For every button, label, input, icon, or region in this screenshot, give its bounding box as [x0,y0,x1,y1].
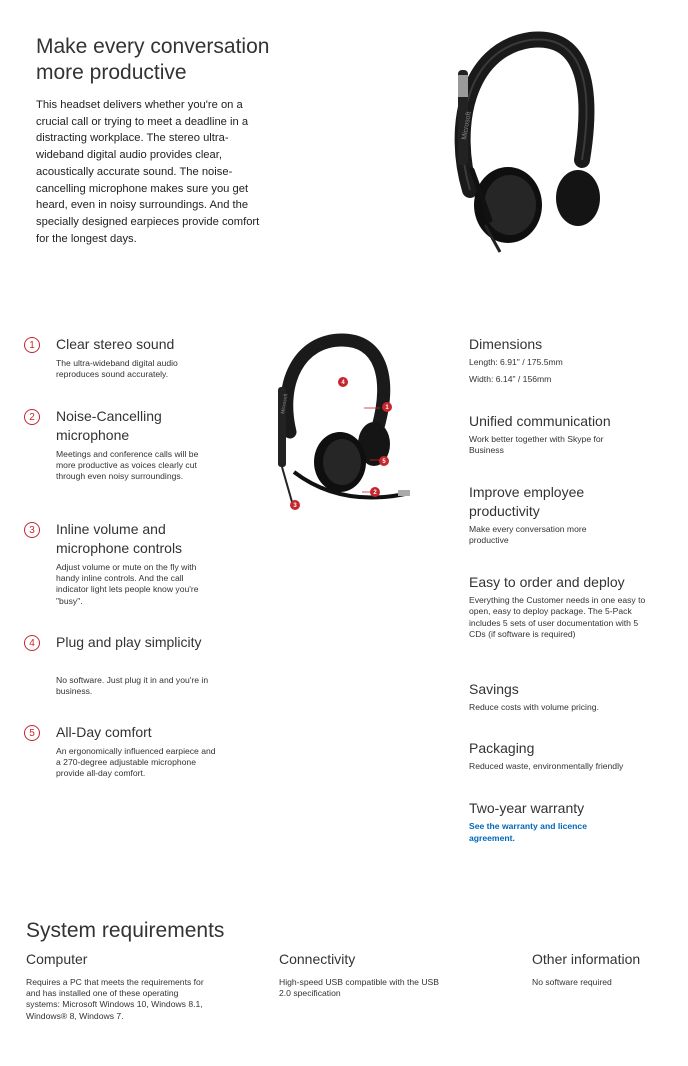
hero-description: This headset delivers whether you're on a crucial call or trying to meet a deadline in a distracting workplace. The stereo ultra-wideband digital audio provides clear, acoustically accurate sound. The noise-cancelling microphone makes sure you get heard, even in noisy surroundings. And the specially designed earpieces provide comfort for the longest days. [36,99,260,245]
hero-title: Make every conversation more productive [36,35,270,84]
system-section-title: Connectivity [279,951,356,967]
spec-title: Improve employee productivity [469,484,585,519]
spec-description: Everything the Customer needs in one easy to open, easy to deploy package. The 5-Pack includes 5 sets of user documentation with 5 CDs (if software is required) [469,595,646,639]
spec-savings [469,680,669,713]
diagram-callout-5: 5 [382,459,386,465]
spec-title: Packaging [469,740,535,756]
spec-title: Two-year warranty [469,800,585,816]
feature-number-badge: 4 [24,635,40,651]
feature-number-badge: 2 [24,409,40,425]
diagram-callout-2: 2 [373,490,377,496]
spec-title: Dimensions [469,336,543,352]
headset-hero-image [430,20,610,260]
spec-length: Length: 6.91" / 175.5mm [469,357,563,367]
spec-description: Work better together with Skype for Business [469,434,604,456]
headset-diagram-image [270,332,420,517]
spec-width: Width: 6.14" / 156mm [469,374,552,385]
spec-description: Reduced waste, environmentally friendly [469,761,624,771]
feature-number-badge: 3 [24,522,40,538]
spec-description: Make every conversation more productive [469,524,587,546]
spec-warranty [469,799,669,844]
feature-title: Inline volume and microphone controls [56,521,183,556]
brand-logo-text: Microsoft [461,111,473,141]
spec-unified-communication [469,412,669,457]
spec-packaging [469,739,669,772]
feature-description: Adjust volume or mute on the fly with handy inline controls. And the call indicator light lets people know you're "busy". [56,562,199,606]
feature-number-badge: 1 [24,337,40,353]
spec-title: Easy to order and deploy [469,574,625,590]
diagram-callout-1: 1 [385,405,389,411]
feature-title: All-Day comfort [56,724,152,740]
feature-title: Clear stereo sound [56,336,175,352]
system-section-title: Other information [532,951,641,967]
spec-description: Reduce costs with volume pricing. [469,702,599,712]
feature-description: The ultra-wideband digital audio reproduces sound accurately. [56,358,178,380]
diagram-callout-3: 3 [293,503,297,509]
diagram-callout-4: 4 [341,380,345,386]
system-section-title: Computer [26,951,88,967]
feature-title: Noise-Cancelling microphone [56,408,162,443]
feature-title: Plug and play simplicity [56,634,202,650]
system-section-description: High-speed USB compatible with the USB 2.0 specification [279,977,440,999]
feature-number-badge: 5 [24,725,40,741]
system-other [532,950,672,988]
system-section-description: Requires a PC that meets the requirements for and has installed one of these operating systems: Microsoft Windows 10, Windows 8.1, Windows® 8, Windows 7. [26,977,204,1021]
feature-description: No software. Just plug it in and you're in business. [56,675,209,697]
system-connectivity [279,950,469,999]
system-requirements-title: System requirements [26,919,225,942]
system-computer [26,950,216,1022]
feature-description: Meetings and conference calls will be more productive as voices clearly cut through even noisy surroundings. [56,449,199,482]
spec-productivity [469,483,669,547]
feature-description: An ergonomically influenced earpiece and a 270-degree adjustable microphone provide all-day comfort. [56,746,216,779]
warranty-link[interactable]: See the warranty and licence agreement. [469,821,587,843]
spec-deploy [469,573,669,640]
spec-dimensions [469,335,669,386]
spec-title: Unified communication [469,413,611,429]
spec-title: Savings [469,681,519,697]
system-section-description: No software required [532,977,612,987]
diagram-brand-text: Microsoft [280,393,290,415]
